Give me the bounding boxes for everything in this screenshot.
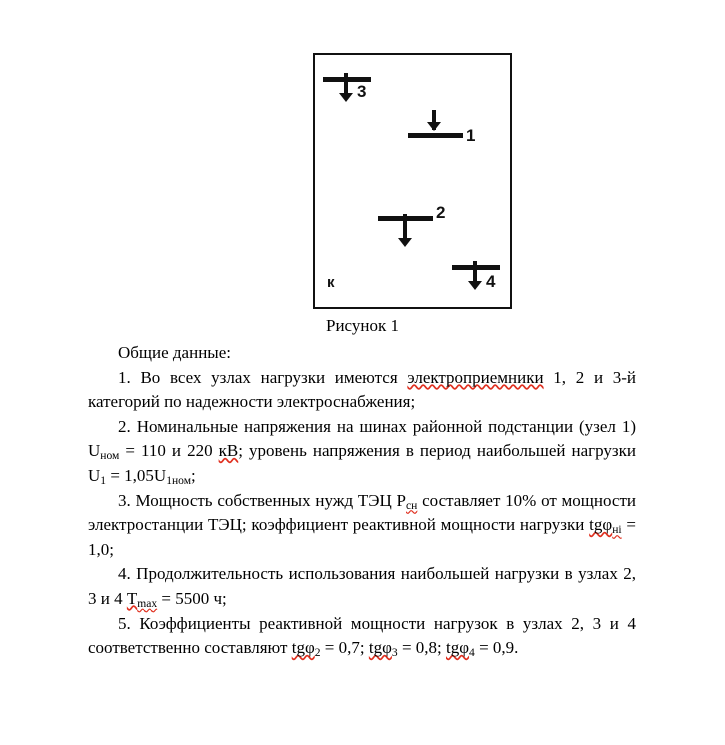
node-label-3: 3	[357, 82, 367, 101]
arrow-down-icon	[427, 122, 441, 131]
schematic-node-4	[452, 261, 522, 299]
arrow-stem-icon	[344, 73, 348, 95]
busbar-icon	[408, 133, 463, 138]
list-item: 5. Коэффициенты реактивной мощности нагрузок в узлах 2, 3 и 4 соответственно составляют tgφ$_2$ = 0,7; tgφ$_3$ = 0,8; tgφ$_4$ = 0,9.	[88, 613, 636, 660]
network-schematic-frame	[313, 53, 512, 309]
arrow-stem-icon	[473, 261, 477, 283]
node-label-2: 2	[436, 203, 446, 222]
figure-caption: Рисунок 1	[326, 316, 399, 335]
node-label-4: 4	[486, 272, 496, 291]
node-label-1: 1	[466, 126, 476, 145]
arrow-down-icon	[468, 281, 482, 290]
document-body	[88, 341, 636, 661]
schematic-node-1	[408, 110, 480, 150]
list-item: 2. Номинальные напряжения на шинах районной подстанции (узел 1) $U_{ном} = 110$ и 220 кВ; уровень напряжения в период наибольшей нагрузки $U_1 = 1,05U_{1ном}$;	[88, 416, 636, 487]
schematic-node-3	[323, 73, 395, 109]
arrow-down-icon	[398, 238, 412, 247]
schematic-corner-label-k: к	[327, 274, 335, 291]
list-item: 1. Во всех узлах нагрузки имеются электроприемники 1, 2 и 3-й категорий по надежности электроснабжения;	[88, 367, 636, 412]
list-item: 3. Мощность собственных нужд ТЭЦ $Р_{сн}$ составляет 10% от мощности электростанции ТЭЦ; коэффициент реактивной мощности нагрузки tgφ$_{нi}$ = 1,0;	[88, 490, 636, 559]
section-heading: Общие данные:	[118, 343, 231, 362]
schematic-node-2	[378, 203, 450, 258]
list-item: 4. Продолжительность использования наибольшей нагрузки в узлах 2, 3 и 4 $Т_{max} = 5500$ ч;	[88, 564, 636, 610]
arrow-down-icon	[339, 93, 353, 102]
